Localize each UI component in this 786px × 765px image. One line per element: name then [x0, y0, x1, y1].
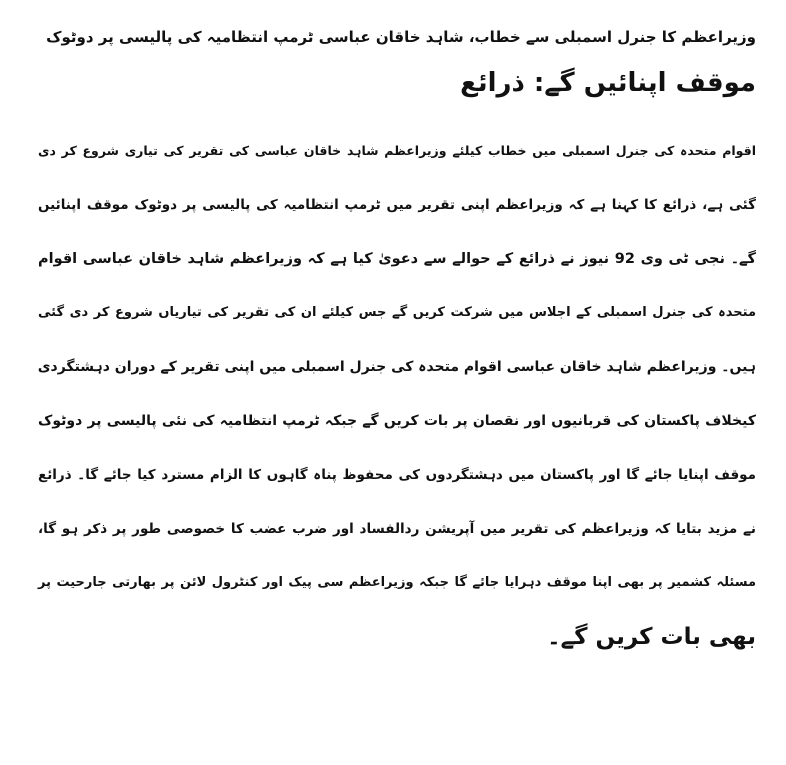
body-line: موقف اپنایا جائے گا اور پاکستان میں دہشتگردوں کی محفوظ پناہ گاہوں کا الزام مسترد کیا جائے گا۔ ذرائع	[38, 467, 756, 483]
article-body	[38, 124, 756, 664]
body-line: مسئلہ کشمیر پر بھی اپنا موقف دہرایا جائے گا جبکہ وزیراعظم سی پیک اور کنٹرول لائن پر بھارتی جارحیت پر	[38, 575, 756, 590]
body-line: نے مزید بتایا کہ وزیراعظم کی تقریر میں آپریشن ردالفساد اور ضرب عضب کا خصوصی طور پر ذکر ہو گا،	[38, 521, 756, 537]
headline-line: وزیراعظم کا جنرل اسمبلی سے خطاب، شاہد خاقان عباسی ٹرمپ انتظامیہ کی پالیسی پر دوٹوک	[46, 28, 756, 46]
body-line: گئی ہے، ذرائع کا کہنا ہے کہ وزیراعظم اپنی تقریر میں ٹرمپ انتظامیہ کی پالیسی پر دوٹوک موقف اپنائیں	[38, 197, 756, 213]
article-headline	[38, 14, 756, 106]
body-line: گے۔ نجی ٹی وی 92 نیوز نے ذرائع کے حوالے سے دعویٰ کیا ہے کہ وزیراعظم شاہد خاقان عباسی اقوام	[38, 251, 756, 267]
body-line: متحدہ کی جنرل اسمبلی کے اجلاس میں شرکت کریں گے جس کیلئے ان کی تقریر کی تیاریاں شروع کر دی گئی	[38, 305, 756, 320]
headline-line: موقف اپنائیں گے: ذرائع	[460, 68, 756, 98]
body-line: کیخلاف پاکستان کی قربانیوں اور نقصان پر بات کریں گے جبکہ ٹرمپ انتظامیہ کی نئی پالیسی پر دوٹوک	[38, 413, 756, 429]
body-line: ہیں۔ وزیراعظم شاہد خاقان عباسی اقوام متحدہ کی جنرل اسمبلی میں اپنی تقریر کے دوران دہشتگردی	[37, 359, 756, 375]
body-line: اقوام متحدہ کی جنرل اسمبلی میں خطاب کیلئے وزیراعظم شاہد خاقان عباسی کی تقریر کی تیاری شروع کر دی	[38, 143, 756, 158]
body-line: بھی بات کریں گے۔	[547, 624, 756, 650]
